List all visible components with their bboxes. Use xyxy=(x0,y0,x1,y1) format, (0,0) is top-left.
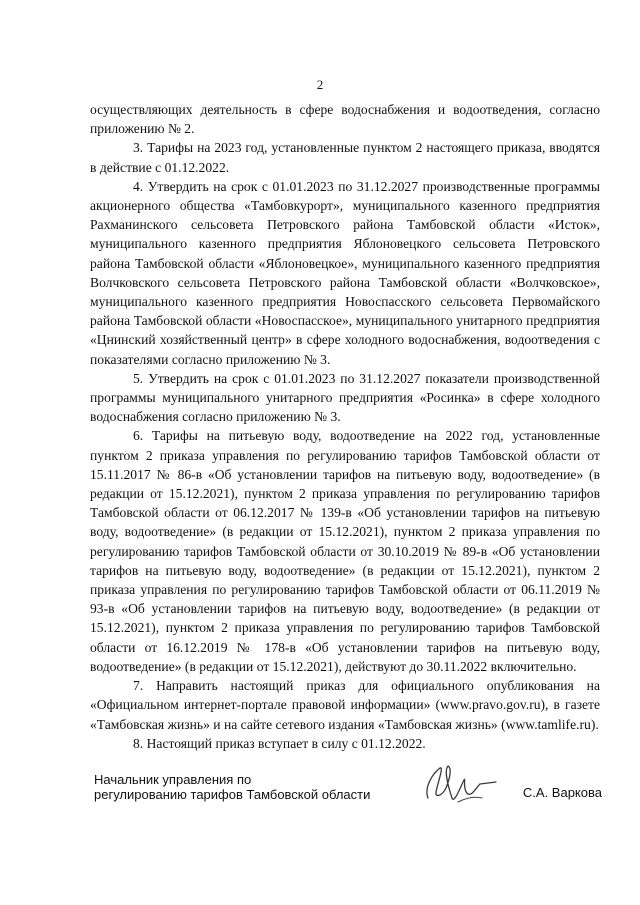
paragraph-item-6: 6. Тарифы на питьевую воду, водоотведение на 2022 год, установленные пунктом 2 приказа управления по регулированию тарифов Тамбовской области от 15.11.2017 № 86-в «Об установлении тарифов на питьевую воду, водоотведение» (в редакции от 15.12.2021), пунктом 2 приказа управления по регулированию тарифов Тамбовской области от 06.12.2017 № 139-в «Об установлении тарифов на питьевую воду, водоотведение» (в редакции от 15.12.2021), пунктом 2 приказа управления по регулированию тарифов Тамбовской области от 30.10.2019 № 89-в «Об установлении тарифов на питьевую воду, водоотведение» (в редакции от 15.12.2021), пунктом 2 приказа управления по регулированию тарифов Тамбовской области от 06.11.2019 № 93-в «Об установлении тарифов на питьевую воду, водоотведение» (в редакции от 15.12.2021), пунктом 2 приказа управления по регулированию тарифов Тамбовской области от 16.12.2019 № 178-в «Об установлении тарифов на питьевую воду, водоотведение» (в редакции от 15.12.2021), действуют до 30.11.2022 включительно. xyxy=(90,428,600,674)
paragraph-item-4: 4. Утвердить на срок с 01.01.2023 по 31.12.2027 производственные программы акционерного общества «Тамбовкурорт», муниципального казенного предприятия Рахманинского сельсовета Петровского района Тамбовской области «Исток», муниципального казенного предприятия Яблоновецкого сельсовета Петровского района Тамбовской области «Яблоновецкое», муниципального казенного предприятия Волчковского сельсовета Петровского района Тамбовской области «Волчковское», муниципального казенного предприятия Новоспасского сельсовета Первомайского района Тамбовской области «Новоспасское», муниципального унитарного предприятия «Цнинский хозяйственный центр» в сфере холодного водоснабжения, водоотведения с показателями согласно приложению № 3. xyxy=(90,178,600,367)
signer-name: С.А. Варкова xyxy=(522,785,602,800)
paragraph-continuation: осуществляющих деятельность в сфере водоснабжения и водоотведения, согласно приложению № 2. xyxy=(90,102,600,137)
signature-block xyxy=(94,772,614,832)
paragraph-item-3: 3. Тарифы на 2023 год, установленные пунктом 2 настоящего приказа, вводятся в действие с 01.12.2022. xyxy=(90,140,600,175)
paragraph-item-5: 5. Утвердить на срок с 01.01.2023 по 31.12.2027 показатели производственной программы муниципального унитарного предприятия «Росинка» в сфере холодного водоснабжения согласно приложению № 3. xyxy=(90,370,600,425)
paragraph-item-7: 7. Направить настоящий приказ для официального опубликования на «Официальном интернет-портале правовой информации» (www.pravo.gov.ru), в газете «Тамбовская жизнь» и на сайте сетевого издания «Тамбовская жизнь» (www.tamlife.ru). xyxy=(90,678,600,732)
document-body xyxy=(90,100,600,753)
handwritten-signature xyxy=(418,758,504,810)
page-number: 2 xyxy=(316,77,324,92)
signer-position: Начальник управления по регулированию тарифов Тамбовской области xyxy=(94,772,371,802)
paragraph-item-8: 8. Настоящий приказ вступает в силу с 01.12.2022. xyxy=(133,735,426,751)
